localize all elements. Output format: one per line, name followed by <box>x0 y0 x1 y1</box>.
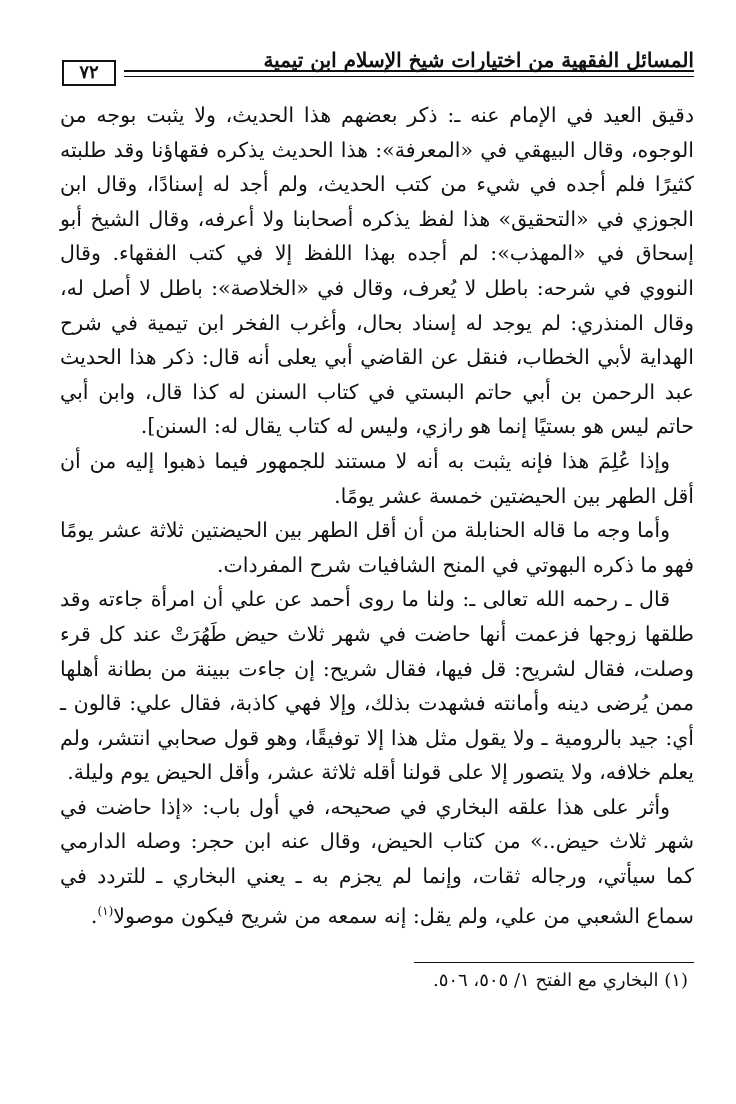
paragraph: وأما وجه ما قاله الحنابلة من أن أقل الطهر بين الحيضتين ثلاثة عشر يومًا فهو ما ذكره البهوتي في المنح الشافيات شرح المفردات. <box>60 518 694 577</box>
paragraph: قال ـ رحمه الله تعالى ـ: ولنا ما روى أحمد عن علي أن امرأة جاءته وقد طلقها زوجها فزعمت أنها حاضت في شهر ثلاث حيض طَهُرَتْ عند كل قرء وصلت، فقال لشريح: قل فيها، فقال شريح: إن جاءت ببينة من بطانة أهلها ممن يُرضى دينه وأمانته فشهدت بذلك، وإلا فهي كاذبة، فقال علي: قالون ـ أي: جيد بالرومية ـ ولا يقول مثل هذا إلا توفيقًا، وهو قول صحابي انتشر، ولم يعلم خلافه، ولا يتصور إلا على قولنا أقله ثلاثة عشر، وأقل الحيض يوم وليلة. <box>60 587 694 785</box>
main-text <box>60 98 694 933</box>
footnote-reference: (١) <box>97 903 114 918</box>
running-title: المسائل الفقهية من اختيارات شيخ الإسلام ابن تيمية <box>263 48 694 72</box>
paragraph: دقيق العيد في الإمام عنه ـ: ذكر بعضهم هذا الحديث، ولا يثبت بوجه من الوجوه، وقال البيهقي في «المعرفة»: هذا الحديث يذكره فقهاؤنا وقد طلبته كثيرًا فلم أجده في شيء من كتب الحديث، ولم أجد له إسنادًا، وقال ابن الجوزي في «التحقيق» هذا لفظ يذكره أصحابنا ولا أعرفه، وقال الشيخ أبو إسحاق في «المهذب»: لم أجده بهذا اللفظ إلا في كتب الفقهاء. وقال النووي في شرحه: باطل لا يُعرف، وقال في «الخلاصة»: باطل لا أصل له، وقال المنذري: لم يوجد له إسناد بحال، وأغرب الفخر ابن تيمية في شرح الهداية لأبي الخطاب، فنقل عن القاضي أبي يعلى أنه قال: ذكر هذا الحديث عبد الرحمن بن أبي حاتم البستي في كتاب السنن له كذا قال، وابن أبي حاتم ليس هو بستيًا إنما هو رازي، وليس له كتاب يقال له: السنن]. <box>60 103 694 439</box>
page-header <box>60 40 694 90</box>
page-number: ٧٢ <box>62 60 116 86</box>
footnote-divider <box>414 962 694 963</box>
paragraph-last <box>60 790 694 933</box>
paragraph-end: . <box>90 903 98 928</box>
footnote: (١) البخاري مع الفتح ١/ ٥٠٥، ٥٠٦. <box>432 970 688 991</box>
paragraph-text: وأثر على هذا علقه البخاري في صحيحه، في أول باب: «إذا حاضت في شهر ثلاث حيض..» من كتاب الحيض، وقال عنه ابن حجر: وصله الدارمي كما سيأتي، ورجاله ثقات، وإنما لم يجزم به ـ يعني البخاري ـ للتردد في سماع الشعبي من علي، ولم يقل: إنه سمعه من شريح فيكون موصولا <box>60 794 694 928</box>
paragraph: وإذا عُلِمَ هذا فإنه يثبت به أنه لا مستند للجمهور فيما ذهبوا إليه من أن أقل الطهر بين الحيضتين خمسة عشر يومًا. <box>60 448 694 508</box>
header-divider-thin <box>124 76 694 77</box>
book-page <box>60 40 694 1070</box>
